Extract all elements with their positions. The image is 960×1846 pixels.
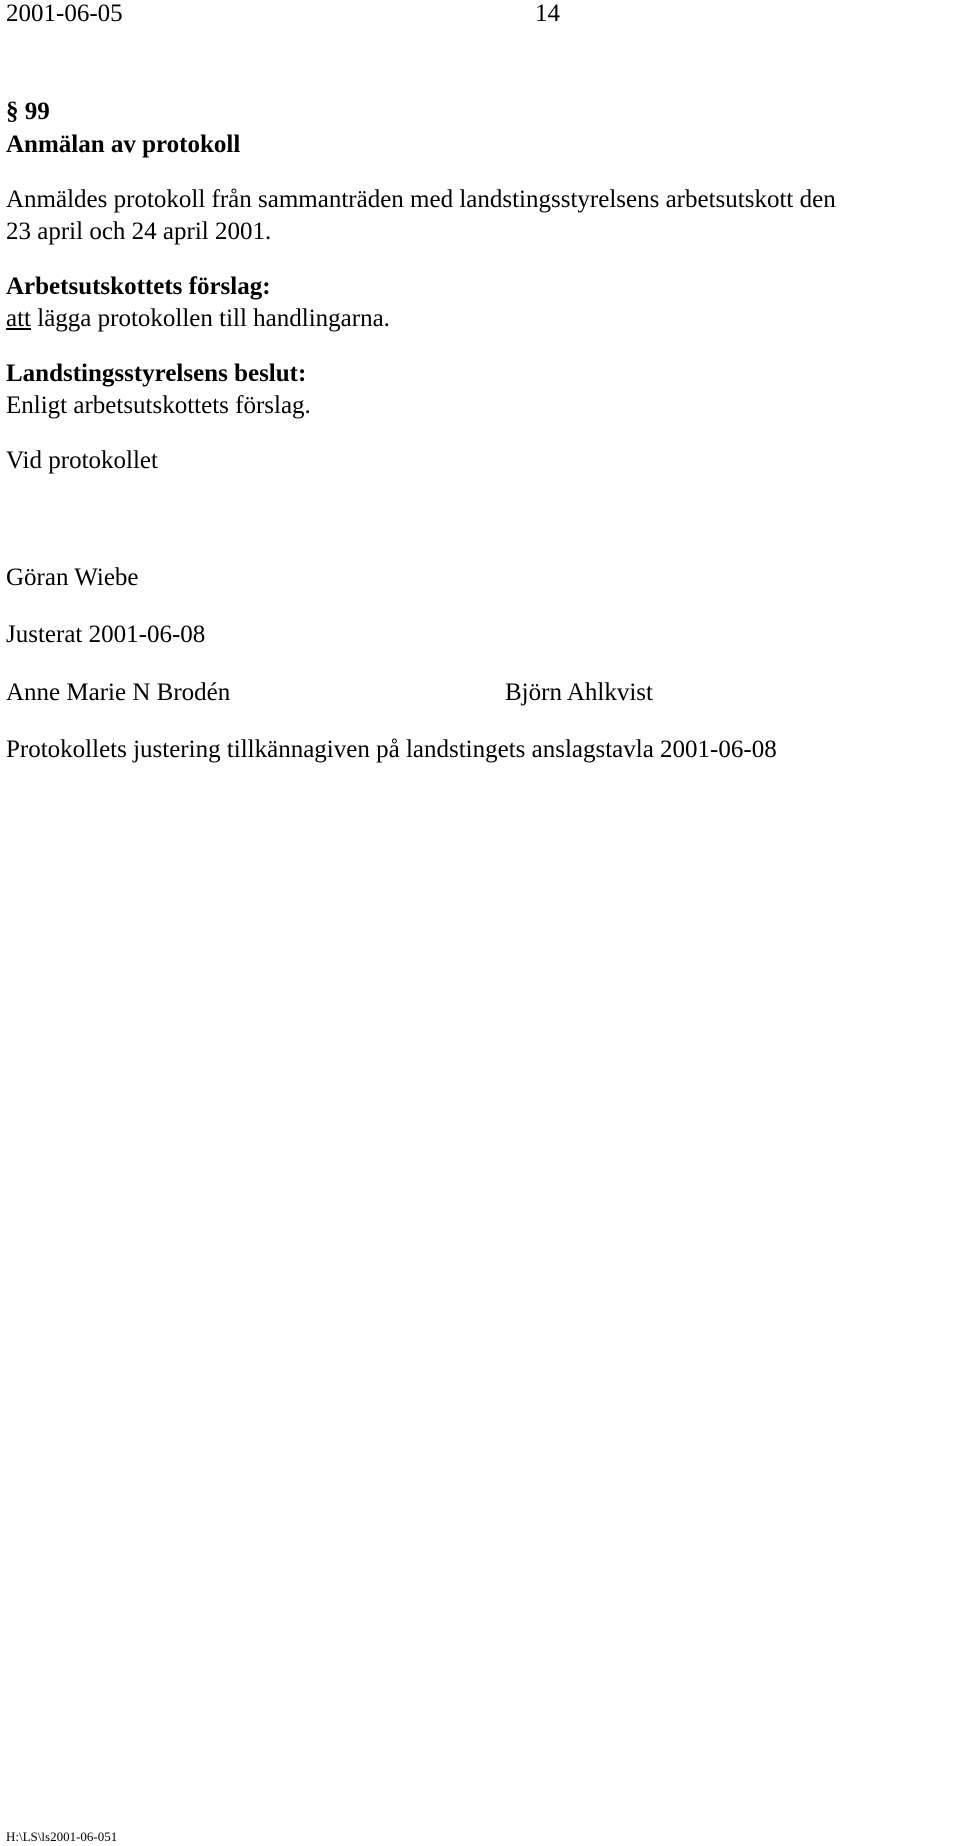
proposal-heading: Arbetsutskottets förslag: [6,273,271,300]
secretary-name: Göran Wiebe [6,564,139,591]
footer-path: H:\LS\ls2001-06-051 [6,1829,118,1844]
intro-line-1: Anmäldes protokoll från sammanträden med landstingsstyrelsens arbetsutskott den [6,186,836,213]
header-date: 2001-06-05 [6,0,123,27]
section-title: Anmälan av protokoll [6,131,241,158]
intro-line-2: 23 april och 24 april 2001. [6,218,272,245]
proposal-att-word: att [6,305,31,332]
proposal-line [6,306,390,331]
minutes-label: Vid protokollet [6,447,158,474]
proposal-text: lägga protokollen till handlingarna. [31,305,390,332]
section-symbol: § [6,98,19,125]
adjuster-1-name: Anne Marie N Brodén [6,679,231,706]
adjuster-2-name: Björn Ahlkvist [505,679,653,706]
page-number: 14 [535,0,560,27]
section-heading [6,99,50,124]
justification-notice: Protokollets justering tillkännagiven på landstingets anslagstavla 2001-06-08 [6,736,777,763]
adjusted-date: Justerat 2001-06-08 [6,621,206,648]
section-number: 99 [24,98,50,125]
decision-text: Enligt arbetsutskottets förslag. [6,392,311,419]
decision-heading: Landstingsstyrelsens beslut: [6,360,307,387]
